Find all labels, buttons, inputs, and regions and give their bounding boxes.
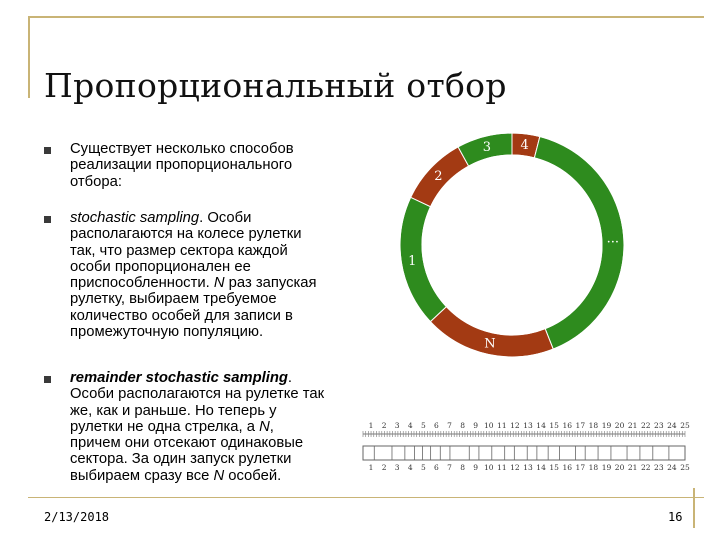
ruler-bottom-label: 11	[497, 463, 507, 472]
ruler-bottom-label: 19	[601, 463, 612, 472]
ruler-top-label: 1	[368, 421, 374, 430]
ruler-bar	[363, 446, 685, 460]
ruler-bottom-label: 22	[640, 463, 651, 472]
text-run: stochastic sampling	[70, 210, 200, 226]
text-run: ,	[269, 418, 274, 435]
bullet-line: Существует несколько способов	[70, 141, 294, 157]
wheel-sector-label: ...	[606, 231, 620, 247]
bullet-line: реализации пропорционального	[70, 157, 293, 174]
ruler-top-label: 24	[667, 421, 677, 430]
text-run: .	[287, 370, 293, 386]
text-run: remainder stochastic sampling	[70, 370, 288, 386]
text-run: рулетки не одна стрелка, а	[70, 418, 260, 435]
ruler-top-label: 20	[614, 421, 625, 430]
ruler-top-label: 4	[407, 421, 413, 430]
ruler-bottom-label: 15	[549, 463, 559, 472]
ruler-bottom-label: 14	[536, 463, 546, 472]
text-run: рулетку, выбираем требуемое	[70, 291, 277, 308]
ruler-bottom-label: 12	[510, 463, 520, 472]
ruler-bottom-label: 20	[614, 463, 625, 472]
text-run: сектора. За один запуск рулетки	[70, 451, 292, 468]
text-run: так, что размер сектора каждой	[70, 242, 288, 259]
slide-title: Пропорциональный отбор	[44, 66, 507, 105]
ruler-top-label: 7	[447, 421, 452, 430]
text-run: особей.	[224, 467, 282, 484]
ruler-top-label: 19	[601, 421, 612, 430]
ruler-bottom-label: 5	[420, 463, 426, 472]
wheel-sector-label: 3	[482, 140, 492, 156]
text-run: раз запуская	[224, 275, 317, 292]
ruler-top-label: 3	[394, 421, 400, 430]
ruler-top-label: 18	[588, 421, 599, 430]
ruler-bottom-label: 8	[460, 463, 465, 472]
ruler-top-label: 6	[434, 421, 439, 430]
ruler-top-label: 12	[510, 421, 520, 430]
ruler-bottom-label: 23	[654, 463, 664, 472]
text-run: N	[259, 418, 270, 435]
ruler-bottom-label: 1	[368, 463, 374, 472]
ruler-top-label: 21	[627, 421, 638, 430]
ruler-bottom-label: 3	[394, 463, 400, 472]
ruler-bottom-label: 25	[680, 463, 690, 472]
slide-page-number: 16	[668, 510, 683, 524]
text-run: N	[213, 467, 225, 484]
text-run: промежуточную популяцию.	[70, 324, 264, 341]
ruler-top-label: 9	[473, 421, 479, 430]
ruler-top-label: 15	[549, 421, 559, 430]
text-run: N	[213, 275, 225, 292]
text-run: . Особи	[199, 210, 252, 226]
text-run: особи пропорционален ее	[70, 258, 251, 275]
text-run: Особи располагаются на рулетке так	[70, 386, 325, 403]
ruler-top-label: 2	[381, 421, 387, 430]
ruler-top-label: 22	[640, 421, 651, 430]
ruler-top-label: 17	[575, 421, 586, 430]
ruler-top-label: 14	[536, 421, 546, 430]
ruler-bottom-label: 18	[588, 463, 599, 472]
ruler-bottom-label: 10	[483, 463, 494, 472]
ruler-bottom-label: 17	[575, 463, 586, 472]
text-run: количество особей для записи в	[70, 307, 293, 324]
slide-date: 2/13/2018	[44, 510, 110, 524]
ruler-bottom-label: 24	[667, 463, 677, 472]
wheel-sector-label: N	[484, 336, 496, 352]
ruler-bottom-label: 13	[523, 463, 533, 472]
wheel-sector-label: 2	[434, 168, 443, 184]
ruler-bottom-label: 21	[627, 463, 638, 472]
text-run: причем они отсекают одинаковые	[70, 435, 304, 452]
text-run: приспособленности.	[70, 275, 214, 292]
wheel-sector-label: 4	[520, 137, 529, 153]
text-run: же, как и раньше. Но теперь у	[70, 402, 277, 419]
ruler-top-label: 10	[483, 421, 494, 430]
ruler-bottom-label: 9	[473, 463, 479, 472]
ruler-top-label: 5	[420, 421, 426, 430]
ruler-top-label: 16	[562, 421, 573, 430]
ruler-bottom-label: 16	[562, 463, 573, 472]
ruler-top-label: 8	[460, 421, 465, 430]
ruler-bottom-label: 6	[434, 463, 439, 472]
ruler-top-label: 25	[680, 421, 690, 430]
text-run: располагаются на колесе рулетки	[70, 226, 302, 243]
wheel-sector-label: 1	[408, 253, 417, 269]
bullet-line: отбора:	[70, 173, 122, 190]
ruler-bottom-label: 2	[381, 463, 387, 472]
ruler-bottom-label: 4	[407, 463, 413, 472]
text-run: выбираем сразу все	[70, 467, 214, 484]
ruler-top-label: 23	[654, 421, 664, 430]
ruler-bottom-label: 7	[447, 463, 452, 472]
ruler-top-label: 11	[497, 421, 507, 430]
ruler-top-label: 13	[523, 421, 533, 430]
